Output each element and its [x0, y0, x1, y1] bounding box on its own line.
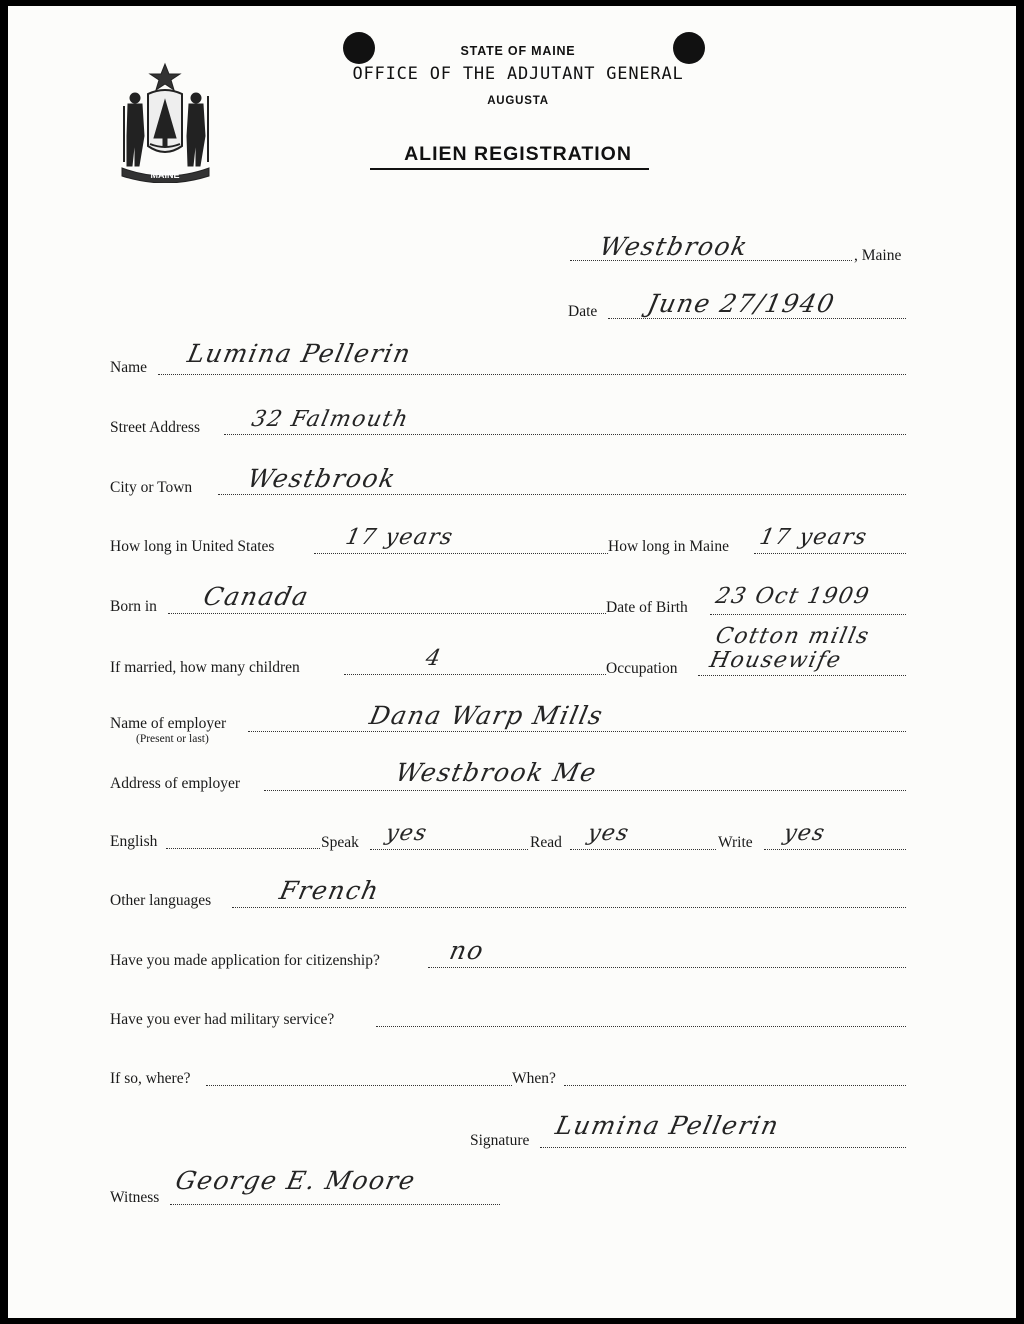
- date-value: June 27/1940: [644, 289, 838, 318]
- name-value: Lumina Pellerin: [184, 339, 415, 368]
- born-in-label: Born in: [110, 598, 157, 615]
- children-value: 4: [423, 646, 445, 671]
- maine-label: , Maine: [854, 247, 902, 264]
- employer-value: Dana Warp Mills: [366, 701, 607, 730]
- city-label: City or Town: [110, 479, 193, 496]
- employer-address-line: [264, 790, 906, 791]
- read-label: Read: [530, 834, 562, 851]
- witness-line: [170, 1204, 500, 1205]
- witness-value: George E. Moore: [172, 1166, 419, 1195]
- registration-form: [8, 6, 1016, 1318]
- svg-text:MAINE: MAINE: [150, 170, 180, 180]
- english-line: [166, 848, 320, 849]
- citizenship-value: no: [446, 936, 488, 965]
- how-long-us-label: How long in United States: [110, 538, 275, 555]
- town-value: Westbrook: [596, 232, 752, 261]
- date-line: [608, 318, 906, 319]
- born-in-value: Canada: [200, 582, 313, 611]
- occupation-line: [698, 675, 906, 676]
- date-label: Date: [568, 303, 598, 320]
- maine-state-seal-icon: [108, 58, 223, 183]
- read-line: [570, 849, 716, 850]
- occupation-value: Housewife: [707, 648, 845, 673]
- where-line: [206, 1085, 512, 1086]
- children-line: [344, 674, 606, 675]
- speak-value: yes: [383, 821, 430, 846]
- signature-label: Signature: [470, 1132, 530, 1149]
- speak-label: Speak: [321, 834, 359, 851]
- employer-address-value: Westbrook Me: [392, 758, 600, 787]
- citizenship-label: Have you made application for citizenship?: [110, 952, 380, 969]
- english-label: English: [110, 833, 158, 850]
- city-value: Westbrook: [244, 464, 400, 493]
- how-long-us-value: 17 years: [343, 525, 457, 550]
- state-name: STATE OF MAINE: [460, 44, 576, 58]
- citizenship-line: [428, 967, 906, 968]
- name-line: [158, 374, 906, 375]
- how-long-me-value: 17 years: [757, 525, 871, 550]
- street-label: Street Address: [110, 419, 200, 436]
- when-line: [564, 1085, 906, 1086]
- how-long-us-line: [314, 553, 608, 554]
- military-label: Have you ever had military service?: [110, 1011, 335, 1028]
- other-languages-value: French: [276, 876, 383, 905]
- title-underline: [370, 168, 649, 170]
- children-label: If married, how many children: [110, 659, 300, 676]
- other-languages-line: [232, 907, 906, 908]
- write-line: [764, 849, 906, 850]
- signature-value: Lumina Pellerin: [552, 1111, 783, 1140]
- name-label: Name: [110, 359, 148, 376]
- military-line: [376, 1026, 906, 1027]
- witness-label: Witness: [110, 1189, 160, 1206]
- signature-line: [540, 1147, 906, 1148]
- when-label: When?: [512, 1070, 556, 1087]
- dob-value: 23 Oct 1909: [713, 584, 873, 609]
- born-in-line: [168, 613, 606, 614]
- how-long-me-line: [754, 553, 906, 554]
- office-name: OFFICE OF THE ADJUTANT GENERAL: [352, 64, 684, 84]
- write-value: yes: [781, 821, 828, 846]
- occupation-note: Cotton mills: [713, 624, 873, 649]
- form-title: ALIEN REGISTRATION: [404, 143, 632, 165]
- employer-line: [248, 731, 906, 732]
- city-name: AUGUSTA: [487, 95, 549, 107]
- employer-address-label: Address of employer: [110, 775, 240, 792]
- employer-label: Name of employer: [110, 715, 227, 732]
- other-languages-label: Other languages: [110, 892, 212, 909]
- employer-sublabel: (Present or last): [136, 733, 209, 745]
- how-long-me-label: How long in Maine: [608, 538, 729, 555]
- where-label: If so, where?: [110, 1070, 191, 1087]
- dob-line: [710, 614, 906, 615]
- street-line: [224, 434, 906, 435]
- city-line: [218, 494, 906, 495]
- speak-line: [370, 849, 528, 850]
- dob-label: Date of Birth: [606, 599, 688, 616]
- occupation-label: Occupation: [606, 660, 678, 677]
- read-value: yes: [585, 821, 632, 846]
- street-value: 32 Falmouth: [249, 407, 412, 432]
- write-label: Write: [718, 834, 753, 851]
